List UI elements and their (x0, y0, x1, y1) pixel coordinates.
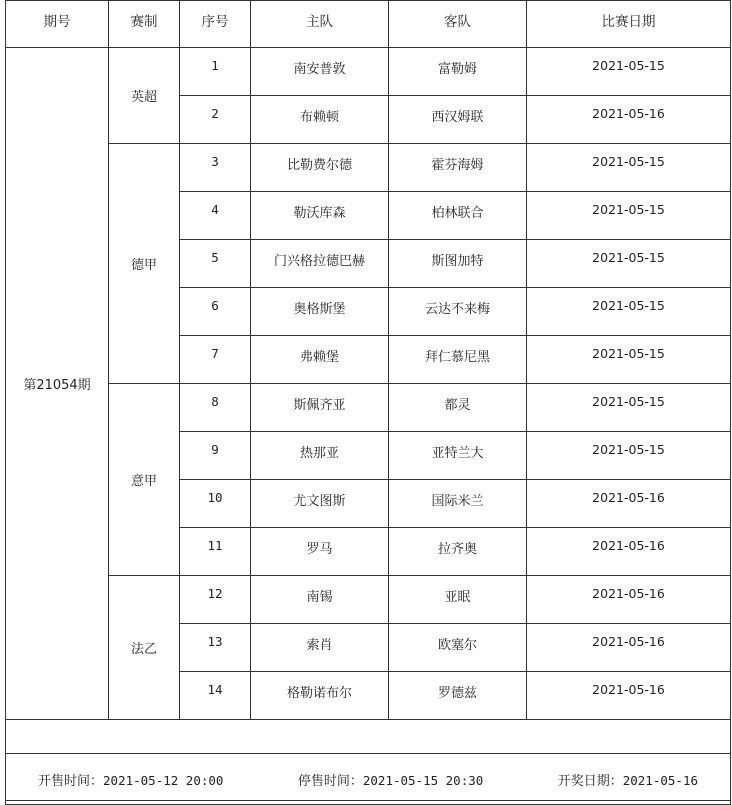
match-date: 2021-05-15 (527, 144, 731, 192)
header-date: 比赛日期 (527, 1, 731, 48)
spacer-row (6, 720, 731, 754)
away-team: 亚特兰大 (389, 432, 527, 480)
sale-start-value: 2021-05-12 20:00 (103, 772, 224, 788)
sale-stop-label: 停售时间： (297, 773, 363, 789)
match-date: 2021-05-15 (527, 432, 731, 480)
match-index: 6 (180, 288, 251, 336)
away-team: 云达不来梅 (389, 288, 527, 336)
away-team: 拉齐奥 (389, 528, 527, 576)
match-index: 12 (180, 576, 251, 624)
away-team: 拜仁慕尼黑 (389, 336, 527, 384)
home-team: 热那亚 (251, 432, 389, 480)
home-team: 弗赖堡 (251, 336, 389, 384)
home-team: 比勒费尔德 (251, 144, 389, 192)
home-team: 南锡 (251, 576, 389, 624)
header-period: 期号 (6, 1, 109, 48)
home-team: 罗马 (251, 528, 389, 576)
match-index: 8 (180, 384, 251, 432)
match-index: 14 (180, 672, 251, 720)
match-date: 2021-05-16 (527, 576, 731, 624)
table-row (6, 48, 731, 96)
match-index: 1 (180, 48, 251, 96)
spacer-cell (6, 720, 731, 754)
match-date: 2021-05-15 (527, 48, 731, 96)
fixtures-body (6, 48, 731, 805)
away-team: 西汉姆联 (389, 96, 527, 144)
period-cell: 第21054期 (6, 48, 109, 720)
table-row (6, 576, 731, 624)
home-team: 勒沃库森 (251, 192, 389, 240)
league-cell-seriea: 意甲 (109, 384, 180, 576)
match-index: 9 (180, 432, 251, 480)
header-home: 主队 (251, 1, 389, 48)
header-away: 客队 (389, 1, 527, 48)
draw-date-value: 2021-05-16 (622, 772, 698, 788)
away-team: 国际米兰 (389, 480, 527, 528)
home-team: 奥格斯堡 (251, 288, 389, 336)
away-team: 柏林联合 (389, 192, 527, 240)
match-date: 2021-05-16 (527, 96, 731, 144)
home-team: 尤文图斯 (251, 480, 389, 528)
match-date: 2021-05-15 (527, 192, 731, 240)
away-team: 富勒姆 (389, 48, 527, 96)
away-team: 都灵 (389, 384, 527, 432)
home-team: 门兴格拉德巴赫 (251, 240, 389, 288)
fixture-sheet (5, 0, 730, 801)
home-team: 斯佩齐亚 (251, 384, 389, 432)
league-cell-ligue2: 法乙 (109, 576, 180, 720)
fixtures-table (5, 0, 731, 805)
footer-row (6, 754, 731, 805)
sale-stop (298, 770, 483, 789)
header-row (6, 1, 731, 48)
home-team: 格勒诺布尔 (251, 672, 389, 720)
away-team: 斯图加特 (389, 240, 527, 288)
table-row (6, 384, 731, 432)
table-row (6, 144, 731, 192)
match-date: 2021-05-16 (527, 528, 731, 576)
header-index: 序号 (180, 1, 251, 48)
away-team: 罗德兹 (389, 672, 527, 720)
sale-start-label: 开售时间： (38, 773, 104, 789)
footer-cell (6, 754, 731, 805)
home-team: 南安普敦 (251, 48, 389, 96)
draw-date (558, 770, 698, 789)
match-index: 4 (180, 192, 251, 240)
header-league: 赛制 (109, 1, 180, 48)
sale-stop-value: 2021-05-15 20:30 (362, 772, 484, 788)
league-cell-bundesliga: 德甲 (109, 144, 180, 384)
away-team: 霍芬海姆 (389, 144, 527, 192)
match-index: 10 (180, 480, 251, 528)
match-date: 2021-05-15 (527, 384, 731, 432)
home-team: 布赖顿 (251, 96, 389, 144)
match-index: 3 (180, 144, 251, 192)
match-date: 2021-05-15 (527, 288, 731, 336)
match-index: 7 (180, 336, 251, 384)
sale-start (38, 770, 223, 789)
match-date: 2021-05-16 (527, 480, 731, 528)
draw-date-label: 开奖日期： (557, 773, 623, 789)
league-cell-epl: 英超 (109, 48, 180, 144)
away-team: 欧塞尔 (389, 624, 527, 672)
home-team: 索肖 (251, 624, 389, 672)
match-date: 2021-05-15 (527, 240, 731, 288)
match-index: 13 (180, 624, 251, 672)
match-index: 2 (180, 96, 251, 144)
footer-info (6, 770, 730, 789)
match-index: 11 (180, 528, 251, 576)
match-date: 2021-05-15 (527, 336, 731, 384)
away-team: 亚眠 (389, 576, 527, 624)
match-index: 5 (180, 240, 251, 288)
match-date: 2021-05-16 (527, 672, 731, 720)
match-date: 2021-05-16 (527, 624, 731, 672)
